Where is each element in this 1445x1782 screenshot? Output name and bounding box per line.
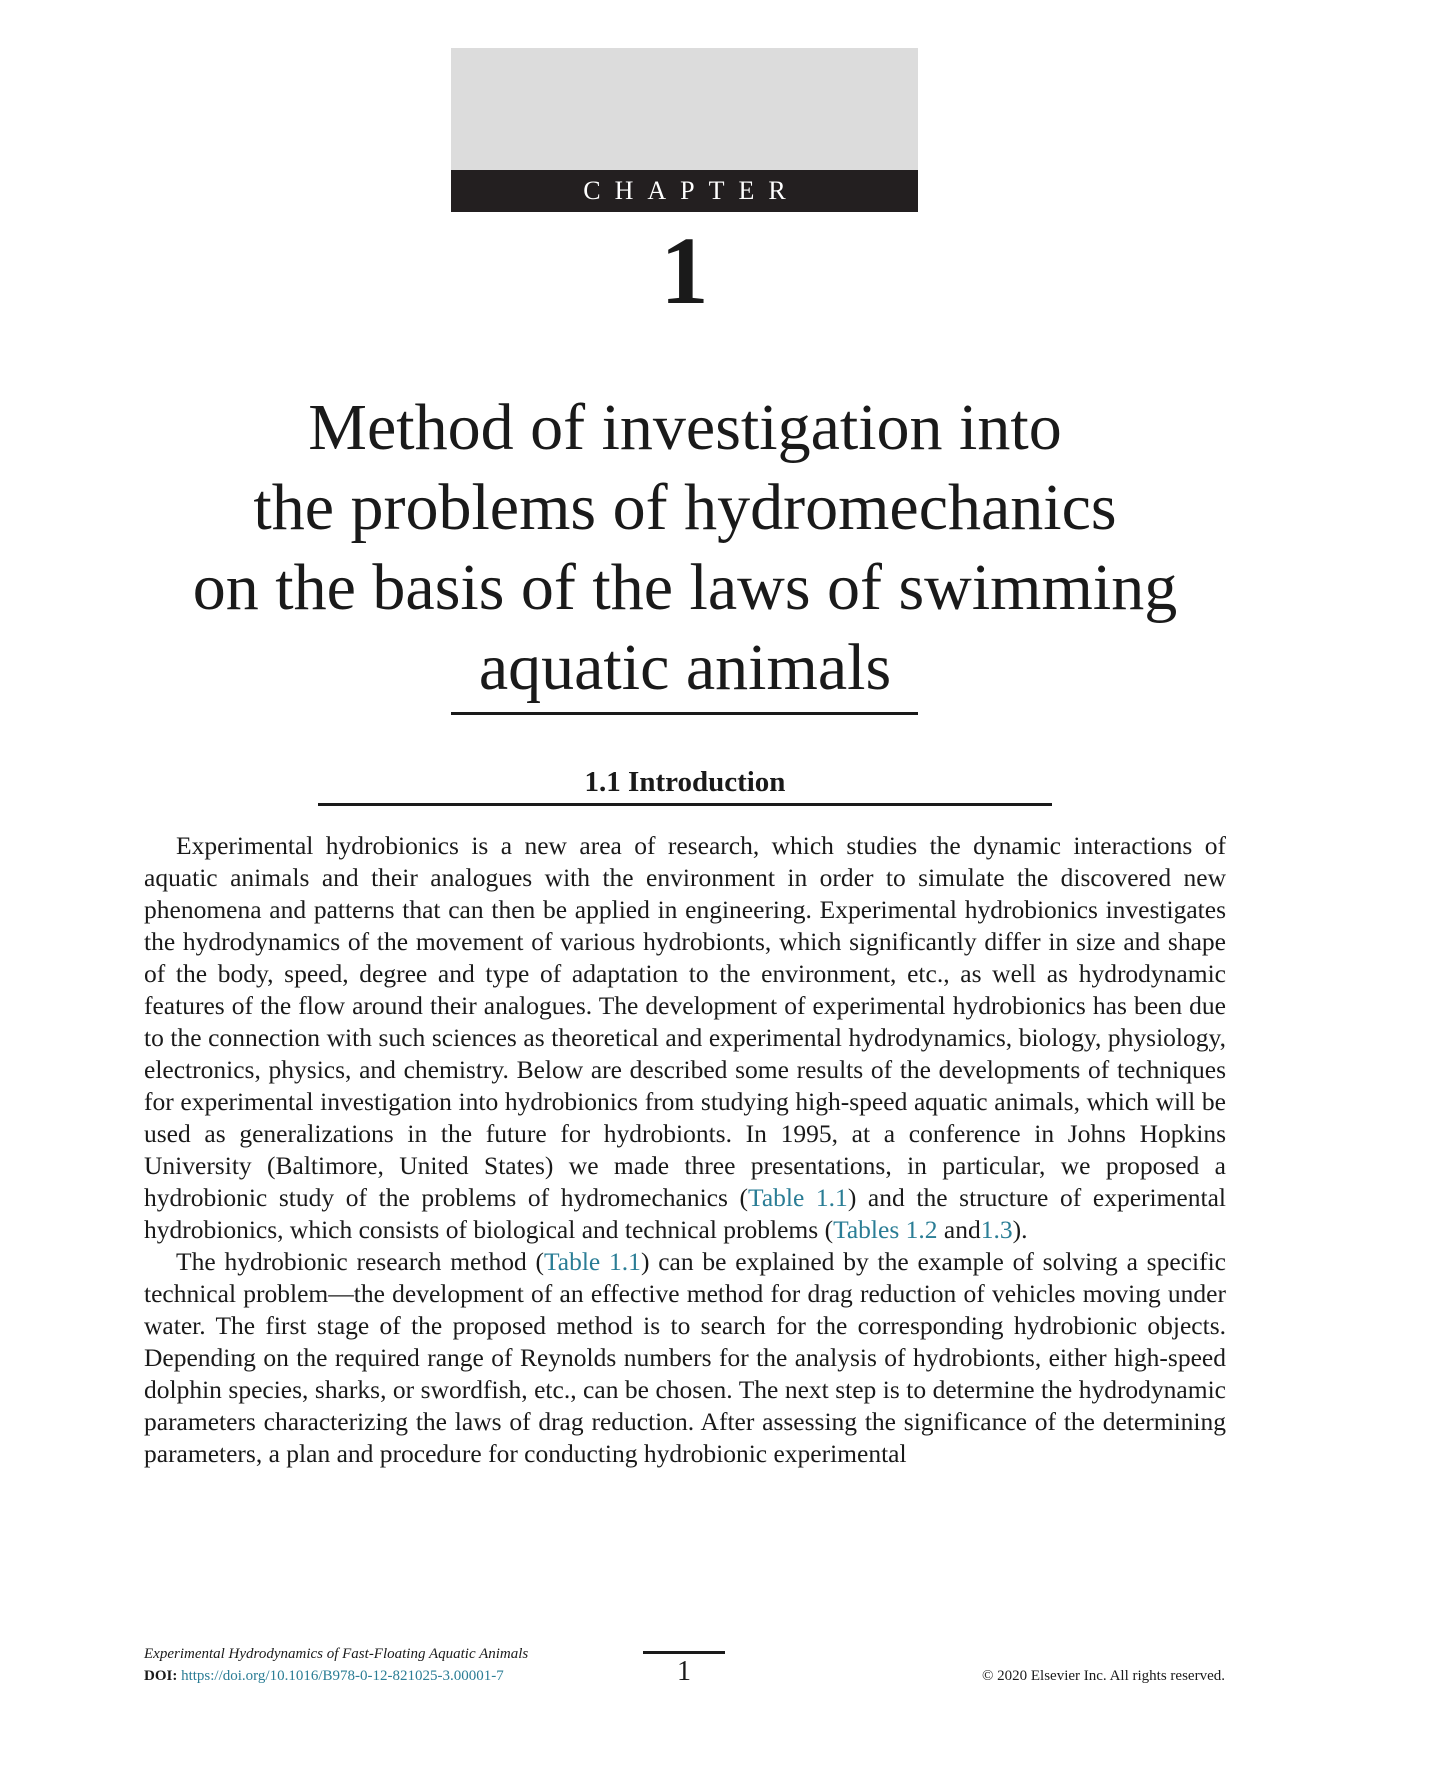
- chapter-label: CHAPTER: [451, 170, 918, 212]
- footer-citation: [144, 1643, 528, 1687]
- table-link[interactable]: Table 1.1: [748, 1183, 848, 1212]
- doi-link[interactable]: https://doi.org/10.1016/B978-0-12-821025-3.00001-7: [181, 1668, 504, 1684]
- title-rule: [451, 712, 918, 715]
- footer-book-title: Experimental Hydrodynamics of Fast-Floating Aquatic Animals: [144, 1646, 529, 1662]
- chapter-title-line: the problems of hydromechanics: [253, 471, 1117, 544]
- chapter-box: [451, 48, 918, 212]
- paragraph-text: ).: [1012, 1215, 1028, 1244]
- doi-label: DOI:: [144, 1668, 178, 1684]
- table-link[interactable]: 1.3: [980, 1215, 1013, 1244]
- chapter-title-line: aquatic animals: [478, 631, 892, 704]
- section-rule: [318, 803, 1052, 806]
- paragraph-text: and: [937, 1215, 981, 1244]
- chapter-box-grey: [451, 48, 918, 170]
- paragraph-text: ) and the structure of experimental hydrobionics, which consists of biological and technical problems (: [144, 1183, 1226, 1244]
- chapter-title-line: on the basis of the laws of swimming: [192, 551, 1178, 624]
- paragraph: [144, 830, 1226, 1246]
- page-number: 1: [677, 1656, 691, 1687]
- chapter-number: 1: [660, 217, 709, 324]
- table-link[interactable]: Tables 1.2: [833, 1215, 938, 1244]
- chapter-title-line: Method of investigation into: [308, 391, 1062, 464]
- paragraph-text: The hydrobionic research method (: [176, 1247, 544, 1276]
- chapter-title: [100, 388, 1270, 708]
- paragraph-text: Experimental hydrobionics is a new area of research, which studies the dynamic interactions of aquatic animals and their analogues with the environment in order to simulate the discovered new phenomena and patterns that can then be applied in engineering. Experimental hydrobionics investigates the hydrodynamics of the movement of various hydrobionts, which significantly differ in size and shape of the body, speed, degree and type of adaptation to the environment, etc., as well as hydrodynamic features of the flow around their analogues. The development of experimental hydrobionics has been due to the connection with such sciences as theoretical and experimental hydrodynamics, biology, physiology, electronics, physics, and chemistry. Below are described some results of the developments of techniques for experimental investigation into hydrobionics from studying high-speed aquatic animals, which will be used as generalizations in the future for hydrobionts. In 1995, at a conference in Johns Hopkins University (Baltimore, United States) we made three presentations, in particular, we proposed a hydrobionic study of the problems of hydromechanics (: [144, 831, 1226, 1212]
- body-text: [144, 830, 1226, 1470]
- paragraph: [144, 1246, 1226, 1470]
- paragraph-text: ) can be explained by the example of solving a specific technical problem—the development of an effective method for drag reduction of vehicles moving under water. The first stage of the proposed method is to search for the corresponding hydrobionic objects. Depending on the required range of Reynolds numbers for the analysis of hydrobionts, either high-speed dolphin species, sharks, or swordfish, etc., can be chosen. The next step is to determine the hydrodynamic parameters characterizing the laws of drag reduction. After assessing the significance of the determining parameters, a plan and procedure for conducting hydrobionic experimental: [144, 1247, 1226, 1468]
- footer-rule: [643, 1651, 725, 1654]
- section-heading: 1.1 Introduction: [584, 766, 786, 798]
- copyright: © 2020 Elsevier Inc. All rights reserved.: [981, 1668, 1225, 1684]
- table-link[interactable]: Table 1.1: [543, 1247, 641, 1276]
